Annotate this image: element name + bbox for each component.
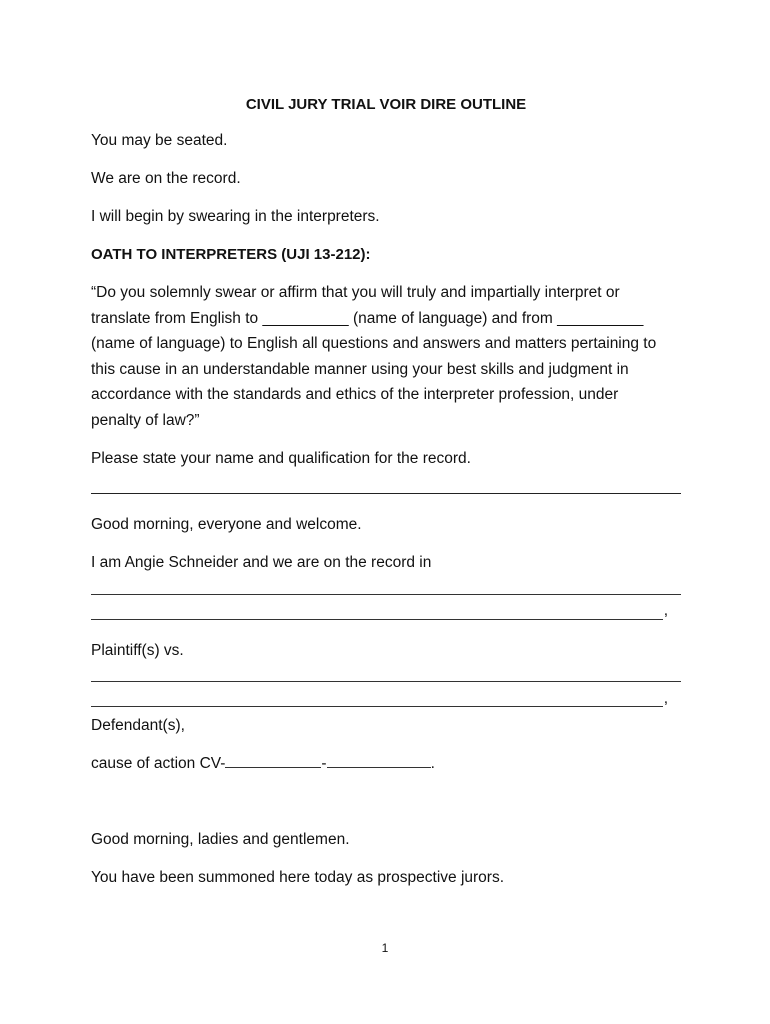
- page-number: 1: [381, 941, 389, 955]
- cause-separator: -: [321, 755, 327, 772]
- document-title: CIVIL JURY TRIAL VOIR DIRE OUTLINE: [245, 96, 527, 113]
- record-intro: I am Angie Schneider and we are on the record in: [91, 554, 432, 571]
- document-body: [91, 94, 681, 903]
- summoned-text: You have been summoned here today as prospective jurors.: [91, 868, 505, 886]
- oath-line: this cause in an understandable manner using your best skills and judgment in: [91, 360, 629, 378]
- oath-text: [91, 280, 681, 433]
- oath-line: “Do you solemnly swear or affirm that you will truly and impartially interpret or: [91, 284, 620, 301]
- oath-line: (name of language) to English all questions and answers and matters pertaining to: [91, 335, 657, 352]
- comma-mark: ,: [663, 602, 668, 619]
- oath-heading: OATH TO INTERPRETERS (UJI 13-212):: [91, 246, 371, 263]
- paragraph-interpreters: I will begin by swearing in the interpreters.: [91, 208, 380, 225]
- greeting: Good morning, everyone and welcome.: [91, 516, 362, 533]
- cause-prefix: cause of action CV-: [91, 755, 226, 772]
- oath-line: translate from English to __________ (name of language) and from __________: [91, 309, 644, 327]
- plaintiff-line: [91, 688, 681, 713]
- defendant-label: Defendant(s),: [91, 717, 185, 734]
- case-caption-line: [91, 601, 681, 626]
- plaintiff-line: [91, 663, 681, 688]
- oath-line: accordance with the standards and ethics of the interpreter profession, under: [91, 386, 619, 403]
- comma-mark: ,: [663, 689, 668, 707]
- paragraph-seated: You may be seated.: [91, 132, 228, 149]
- cause-number-blank: [225, 753, 321, 768]
- case-caption-line: [91, 576, 681, 601]
- cause-end: .: [430, 755, 435, 772]
- cause-number-blank: [327, 753, 431, 768]
- cause-of-action: [91, 751, 681, 777]
- name-request: Please state your name and qualification for the record.: [91, 449, 471, 467]
- plaintiff-label: Plaintiff(s) vs.: [91, 641, 184, 659]
- oath-line: penalty of law?”: [91, 411, 200, 429]
- paragraph-record: We are on the record.: [91, 170, 241, 187]
- interpreter-name-line: [91, 475, 681, 500]
- greeting-jurors: Good morning, ladies and gentlemen.: [91, 830, 350, 848]
